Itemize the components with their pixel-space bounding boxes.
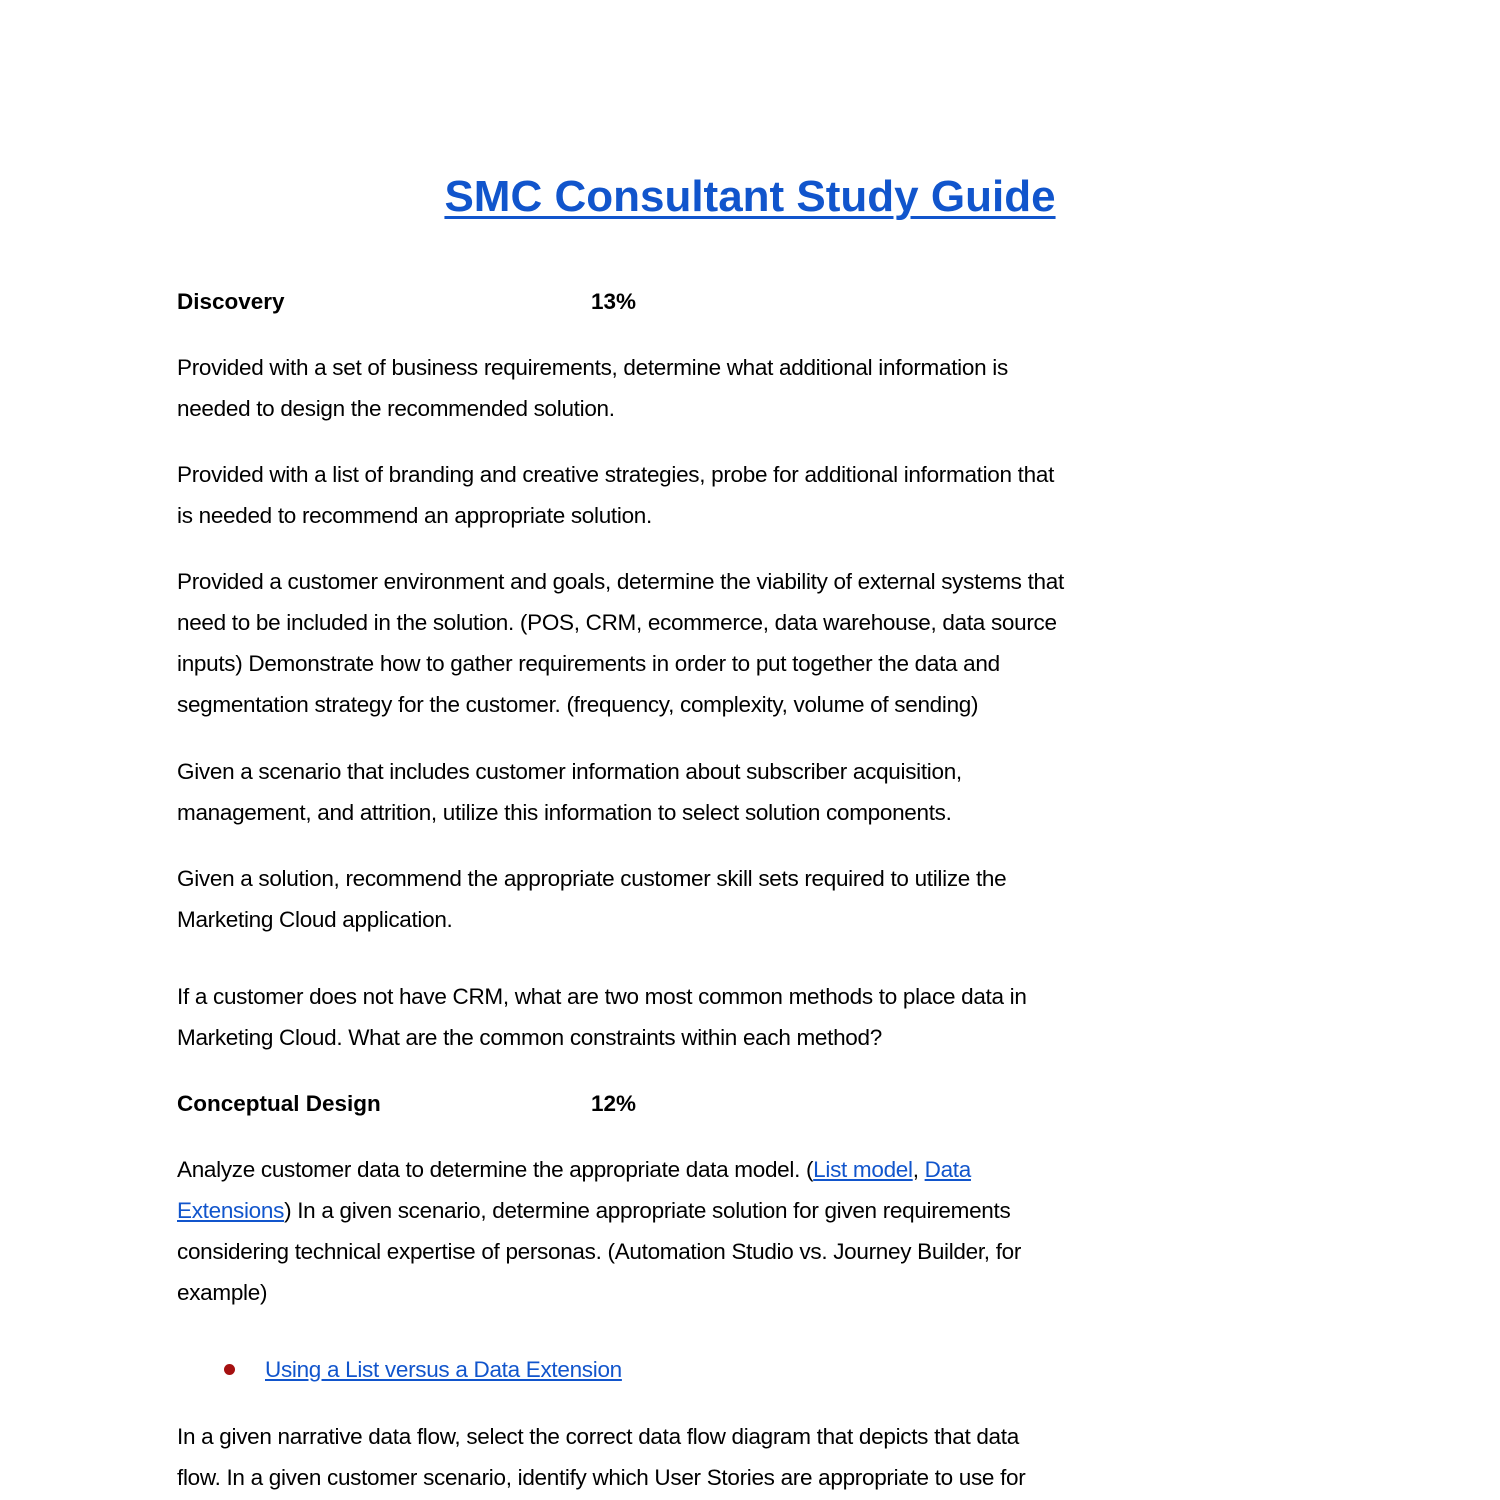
- paragraph-line: [177, 1149, 1021, 1190]
- bullet-icon: [224, 1364, 235, 1375]
- section-heading-discovery: Discovery: [177, 289, 285, 314]
- paragraph-line: Provided with a list of branding and creative strategies, probe for additional information that: [177, 462, 1055, 487]
- paragraph: [177, 1416, 1025, 1498]
- paragraph-line: need to be included in the solution. (POS, CRM, ecommerce, data warehouse, data source: [177, 610, 1057, 635]
- text: Analyze customer data to determine the appropriate data model. (: [177, 1157, 814, 1182]
- paragraph-line: In a given narrative data flow, select the correct data flow diagram that depicts that data: [177, 1424, 1019, 1449]
- paragraph-line: Marketing Cloud application.: [177, 907, 453, 932]
- paragraph-line: management, and attrition, utilize this information to select solution components.: [177, 800, 952, 825]
- paragraph-line: is needed to recommend an appropriate solution.: [177, 503, 652, 528]
- paragraph-line: example): [177, 1280, 268, 1305]
- paragraph-line: Marketing Cloud. What are the common constraints within each method?: [177, 1025, 882, 1050]
- paragraph-line: needed to design the recommended solution.: [177, 396, 615, 421]
- paragraph: [177, 976, 1027, 1058]
- paragraph-line: considering technical expertise of personas. (Automation Studio vs. Journey Builder, for: [177, 1239, 1022, 1264]
- section-heading-conceptual-design: Conceptual Design: [177, 1091, 381, 1116]
- list-item: [265, 1349, 622, 1390]
- document-title: [0, 172, 1500, 222]
- paragraph-line: Provided a customer environment and goals, determine the viability of external systems that: [177, 569, 1064, 594]
- paragraph-line: If a customer does not have CRM, what are two most common methods to place data in: [177, 984, 1027, 1009]
- data-extensions-link[interactable]: Extensions: [177, 1198, 285, 1223]
- paragraph: [177, 561, 1064, 725]
- paragraph-line: flow. In a given customer scenario, identify which User Stories are appropriate to use for: [177, 1465, 1026, 1490]
- paragraph-line: Given a scenario that includes customer information about subscriber acquisition,: [177, 759, 962, 784]
- paragraph-line: Provided with a set of business requirements, determine what additional information is: [177, 355, 1008, 380]
- paragraph: [177, 751, 962, 833]
- paragraph: [177, 454, 1054, 536]
- paragraph-line: [177, 1190, 1021, 1231]
- paragraph-line: segmentation strategy for the customer. (frequency, complexity, volume of sending): [177, 692, 979, 717]
- paragraph: [177, 1149, 1021, 1313]
- using-list-vs-data-extension-link[interactable]: Using a List versus a Data Extension: [265, 1357, 622, 1382]
- list-model-link[interactable]: List model: [813, 1157, 913, 1182]
- text: ) In a given scenario, determine appropriate solution for given requirements: [284, 1198, 1011, 1223]
- paragraph-line: Given a solution, recommend the appropriate customer skill sets required to utilize the: [177, 866, 1007, 891]
- data-extensions-link[interactable]: Data: [924, 1157, 971, 1182]
- section-weight-discovery: 13%: [591, 289, 637, 314]
- paragraph: [177, 858, 1006, 940]
- paragraph: [177, 347, 1008, 429]
- section-weight-conceptual-design: 12%: [591, 1091, 637, 1116]
- text: ,: [912, 1157, 925, 1182]
- paragraph-line: inputs) Demonstrate how to gather requirements in order to put together the data and: [177, 651, 1000, 676]
- title-text: SMC Consultant Study Guide: [444, 172, 1056, 221]
